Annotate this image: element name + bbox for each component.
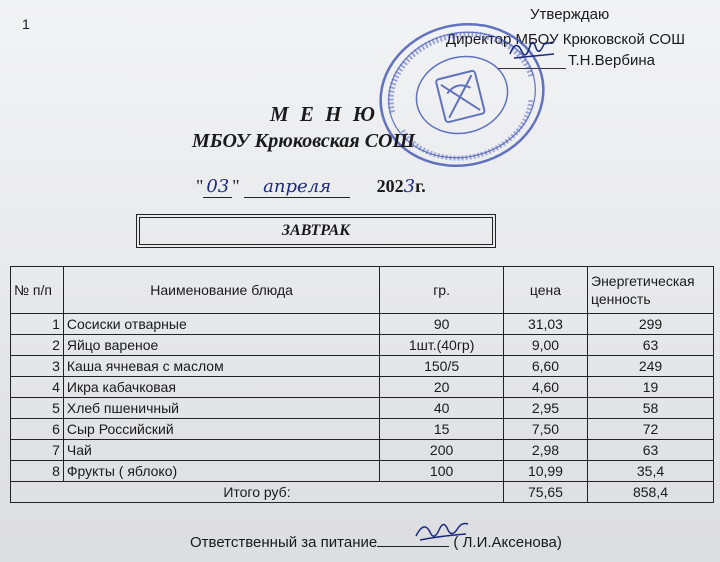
row-price: 6,60 [503, 356, 587, 377]
approval-position: Директор МБОУ Крюковской СОШ [446, 31, 685, 48]
row-energy: 249 [588, 356, 714, 377]
table-row [11, 440, 714, 461]
row-grams: 100 [380, 461, 504, 482]
header-number: № п/п [11, 267, 64, 314]
row-dish-name: Сосиски отварные [63, 314, 379, 335]
row-number: 1 [11, 314, 64, 335]
director-signature [504, 34, 564, 64]
table-row [11, 377, 714, 398]
meal-header-box [136, 214, 496, 248]
meal-title: ЗАВТРАК [281, 222, 351, 239]
header-price: цена [503, 267, 587, 314]
row-grams: 20 [380, 377, 504, 398]
total-energy: 858,4 [588, 482, 714, 503]
table-row [11, 419, 714, 440]
table-row [11, 461, 714, 482]
approval-heading: Утверждаю [530, 6, 610, 23]
row-dish-name: Чай [63, 440, 379, 461]
date-month: апреля [244, 176, 350, 198]
row-grams: 15 [380, 419, 504, 440]
row-number: 6 [11, 419, 64, 440]
table-header-row [11, 267, 714, 314]
row-price: 31,03 [503, 314, 587, 335]
row-price: 9,00 [503, 335, 587, 356]
row-number: 7 [11, 440, 64, 461]
row-dish-name: Хлеб пшеничный [63, 398, 379, 419]
table-row [11, 398, 714, 419]
menu-date [196, 176, 426, 198]
date-day: 03 [203, 176, 232, 198]
total-row [11, 482, 714, 503]
menu-title: М Е Н Ю [270, 102, 378, 126]
row-energy: 58 [588, 398, 714, 419]
total-label: Итого руб: [11, 482, 504, 503]
row-price: 7,50 [503, 419, 587, 440]
row-dish-name: Икра кабачковая [63, 377, 379, 398]
row-price: 2,98 [503, 440, 587, 461]
page-number: 1 [22, 16, 30, 32]
row-number: 3 [11, 356, 64, 377]
date-close-quote: " [232, 176, 240, 196]
row-number: 4 [11, 377, 64, 398]
date-open-quote: " [196, 176, 204, 196]
responsible-label: Ответственный за питание [190, 534, 378, 551]
table-row [11, 356, 714, 377]
table-row [11, 335, 714, 356]
row-dish-name: Яйцо вареное [63, 335, 379, 356]
school-name: МБОУ Крюковская СОШ [192, 130, 416, 152]
row-grams: 200 [380, 440, 504, 461]
row-grams: 1шт.(40гр) [380, 335, 504, 356]
row-price: 4,60 [503, 377, 587, 398]
header-dish-name: Наименование блюда [63, 267, 379, 314]
date-year-suffix: г. [415, 176, 426, 196]
responsible-signature [412, 518, 472, 546]
row-energy: 63 [588, 440, 714, 461]
row-energy: 299 [588, 314, 714, 335]
row-grams: 40 [380, 398, 504, 419]
row-dish-name: Фрукты ( яблоко) [63, 461, 379, 482]
row-number: 8 [11, 461, 64, 482]
row-grams: 150/5 [380, 356, 504, 377]
responsible-name: ( Л.И.Аксенова) [453, 534, 562, 551]
row-energy: 19 [588, 377, 714, 398]
row-number: 5 [11, 398, 64, 419]
header-energy: Энергетическая ценность [588, 267, 714, 314]
header-grams: гр. [380, 267, 504, 314]
row-energy: 72 [588, 419, 714, 440]
total-price: 75,65 [503, 482, 587, 503]
row-grams: 90 [380, 314, 504, 335]
responsible-line [190, 532, 562, 551]
row-energy: 63 [588, 335, 714, 356]
row-price: 2,95 [503, 398, 587, 419]
row-dish-name: Сыр Российский [63, 419, 379, 440]
row-dish-name: Каша ячневая с маслом [63, 356, 379, 377]
row-price: 10,99 [503, 461, 587, 482]
menu-table [10, 266, 714, 503]
row-number: 2 [11, 335, 64, 356]
date-year-digit: 3 [403, 176, 416, 197]
approval-name: Т.Н.Вербина [568, 52, 655, 69]
table-row [11, 314, 714, 335]
date-year-prefix: 202 [376, 176, 404, 196]
row-energy: 35,4 [588, 461, 714, 482]
